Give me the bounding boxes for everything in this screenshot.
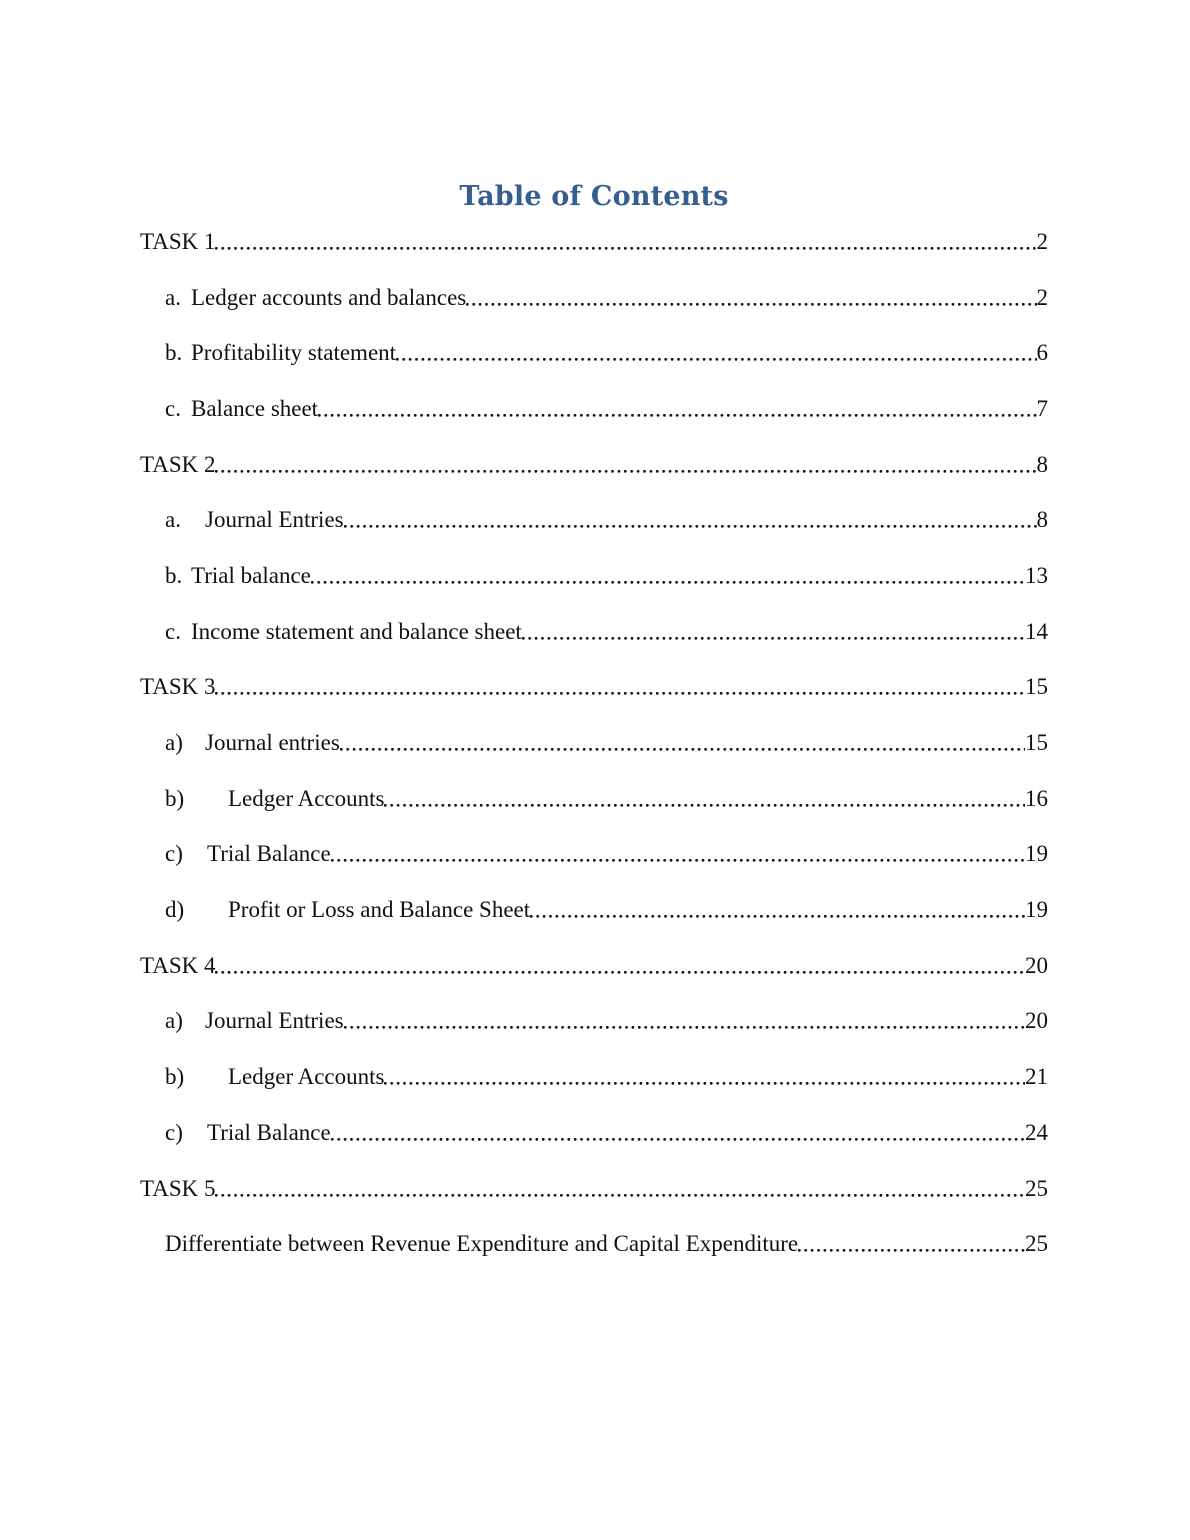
dot-leader xyxy=(311,562,1025,590)
toc-entry-page-number: 13 xyxy=(1025,562,1048,588)
toc-entry-page-number: 14 xyxy=(1025,618,1048,644)
toc-entry-page-number: 16 xyxy=(1025,785,1048,811)
toc-entry-label: Ledger accounts and balances xyxy=(191,284,467,310)
page-content xyxy=(140,0,1048,1272)
toc-entry-label: Profit or Loss and Balance Sheet xyxy=(228,897,531,923)
toc-entry-page-number: 7 xyxy=(1036,395,1048,421)
toc-entry-page-number: 24 xyxy=(1025,1119,1048,1145)
toc-entry-page-number: 25 xyxy=(1025,1175,1048,1201)
toc-entry-label: Trial Balance xyxy=(207,1119,331,1145)
dot-leader xyxy=(384,1063,1025,1091)
toc-entry[interactable] xyxy=(140,492,1048,548)
toc-entry[interactable] xyxy=(140,270,1048,326)
toc-entry[interactable] xyxy=(140,938,1048,994)
toc-entry-marker: b) xyxy=(165,785,185,811)
dot-leader xyxy=(318,395,1036,423)
toc-entry[interactable] xyxy=(140,381,1048,437)
toc-entry-page-number: 20 xyxy=(1025,952,1048,978)
toc-entry-page-number: 6 xyxy=(1036,340,1048,366)
toc-entry-marker: a. xyxy=(165,284,181,310)
toc-entry[interactable] xyxy=(140,214,1048,270)
toc-entry-label: Journal Entries xyxy=(205,507,344,533)
toc-entry-marker: c) xyxy=(165,841,183,867)
toc-entry-page-number: 19 xyxy=(1025,897,1048,923)
dot-leader xyxy=(215,1175,1025,1203)
toc-entry[interactable] xyxy=(140,1161,1048,1217)
toc-entry-label: TASK 2 xyxy=(140,451,216,477)
toc-entry-label: Ledger Accounts xyxy=(228,1064,385,1090)
toc-entry-marker: b. xyxy=(165,340,183,366)
toc-entry-page-number: 8 xyxy=(1036,507,1048,533)
toc-entry-marker: a) xyxy=(165,730,183,756)
toc-entry-label: Differentiate between Revenue Expenditure and Capital Expenditure xyxy=(165,1231,799,1257)
toc-entry-label: TASK 3 xyxy=(140,674,216,700)
toc-entry[interactable] xyxy=(140,771,1048,827)
dot-leader xyxy=(522,618,1025,646)
dot-leader xyxy=(384,785,1025,813)
toc-entry-marker: a) xyxy=(165,1008,183,1034)
toc-entry[interactable] xyxy=(140,325,1048,381)
toc-entry[interactable] xyxy=(140,994,1048,1050)
toc-entry-label: Trial Balance xyxy=(207,841,331,867)
toc-entry-marker: c. xyxy=(165,618,181,644)
dot-leader xyxy=(215,952,1025,980)
dot-leader xyxy=(466,284,1036,312)
toc-entry-label: Profitability statement xyxy=(191,340,397,366)
toc-entry-label: TASK 1 xyxy=(140,228,216,254)
toc-entry-label: TASK 5 xyxy=(140,1175,216,1201)
dot-leader xyxy=(340,729,1025,757)
dot-leader xyxy=(331,840,1025,868)
toc-heading: Table of Contents xyxy=(459,181,729,212)
toc-entry-page-number: 25 xyxy=(1025,1231,1048,1257)
toc-entry[interactable] xyxy=(140,1105,1048,1161)
dot-leader xyxy=(344,1007,1025,1035)
dot-leader xyxy=(215,228,1036,256)
toc-entry-label: Ledger Accounts xyxy=(228,785,385,811)
toc-entry[interactable] xyxy=(140,1049,1048,1105)
toc-entry[interactable] xyxy=(140,1216,1048,1272)
toc-entry-marker: d) xyxy=(165,897,185,923)
toc-list xyxy=(140,214,1048,1272)
toc-entry[interactable] xyxy=(140,715,1048,771)
toc-entry-page-number: 2 xyxy=(1036,284,1048,310)
toc-entry-page-number: 15 xyxy=(1025,730,1048,756)
toc-entry[interactable] xyxy=(140,604,1048,660)
toc-entry-marker: c. xyxy=(165,395,181,421)
toc-entry-marker: b) xyxy=(165,1064,185,1090)
toc-entry-label: Journal Entries xyxy=(205,1008,344,1034)
toc-entry[interactable] xyxy=(140,882,1048,938)
toc-entry-page-number: 21 xyxy=(1025,1064,1048,1090)
dot-leader xyxy=(215,673,1025,701)
toc-entry-page-number: 2 xyxy=(1036,228,1048,254)
dot-leader xyxy=(798,1230,1025,1258)
toc-entry-marker: a. xyxy=(165,507,181,533)
toc-entry[interactable] xyxy=(140,827,1048,883)
toc-entry-label: Journal entries xyxy=(205,730,340,756)
toc-entry-page-number: 15 xyxy=(1025,674,1048,700)
toc-entry[interactable] xyxy=(140,660,1048,716)
dot-leader xyxy=(215,451,1036,479)
toc-entry-label: Trial balance xyxy=(191,562,311,588)
toc-entry-page-number: 19 xyxy=(1025,841,1048,867)
toc-entry-marker: c) xyxy=(165,1119,183,1145)
toc-entry-marker: b. xyxy=(165,562,183,588)
toc-entry-page-number: 8 xyxy=(1036,451,1048,477)
toc-entry-page-number: 20 xyxy=(1025,1008,1048,1034)
toc-entry[interactable] xyxy=(140,437,1048,493)
toc-entry[interactable] xyxy=(140,548,1048,604)
toc-entry-label: TASK 4 xyxy=(140,952,216,978)
toc-entry-label: Balance sheet xyxy=(191,395,319,421)
dot-leader xyxy=(396,339,1036,367)
toc-entry-label: Income statement and balance sheet xyxy=(191,618,522,644)
dot-leader xyxy=(331,1119,1025,1147)
dot-leader xyxy=(344,506,1037,534)
dot-leader xyxy=(530,896,1025,924)
